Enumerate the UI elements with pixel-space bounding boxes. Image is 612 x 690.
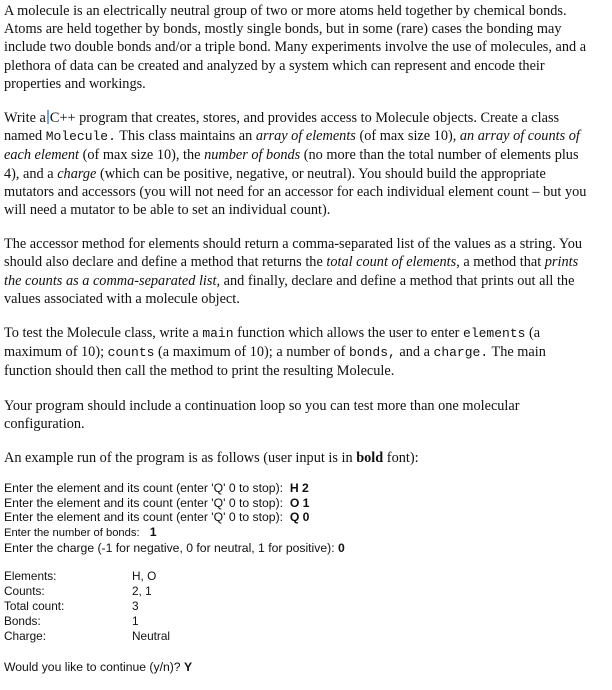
prompt: Enter the number of bonds: [4,527,140,540]
text-cursor [47,110,49,124]
code-counts: counts [107,345,155,361]
user-input: O 1 [289,495,310,510]
output-label: Total count: [4,599,65,614]
user-input: 1 [149,525,157,540]
output-label: Charge: [4,628,46,643]
text: The accessor method for elements should return a comma-separated list of the values as a string. You should also declare and define a method that returns the [4,236,583,271]
output-row [4,599,170,614]
emphasis: total count of elements [326,254,457,271]
output-label: Bonds: [4,613,41,628]
text: and a [395,344,434,361]
text: , a method that [456,254,545,271]
text: (a maximum of 10); [4,325,541,361]
text: and finally, declare and define a method that prints out all the values associated with a molecule object. [4,272,575,307]
text: Write a [4,110,46,127]
emphasis: array of elements [255,128,356,145]
paragraph-accessor [4,235,589,308]
code-charge: charge. [433,345,489,361]
emphasis: number of bonds [204,147,301,164]
output-row [4,629,170,644]
user-input: 0 [337,540,345,555]
paragraph-intro: A molecule is an electrically neutral group of two or more atoms held together by chemical bonds. Atoms are held together by bonds, mostly single bonds, but in some (rare) cases the bonding may include two double bonds and/or a triple bond. Many experiments involve the use of molecules, and a plethora of data can be created and analyzed by a system which can represent and encode their properties and workings. [4,3,587,92]
output-row [4,584,170,599]
output-row [4,614,170,629]
output-row [4,569,170,584]
bold-word: bold [356,450,384,467]
prompt: Enter the element and its count (enter 'Q' 0 to stop): [4,510,284,525]
text: font): [383,450,419,467]
continue-line [4,660,589,675]
output-label: Counts: [4,584,45,599]
text: (which can be positive, negative, or neutral). You should build the appropriate mutators and accessors (you will not need for an accessor for each individual element count – but you will need a mutator to be able to set an individual count). [4,165,587,219]
output-table [4,569,170,644]
text: (of max size 10), the [79,147,205,164]
run-line [4,481,589,496]
text: function which allows the user to enter [233,325,464,342]
text: An example run of the program is as follows (user input is in [4,450,357,467]
run-line [4,541,589,556]
text: (no more than the total number of elements plus 4), and a [4,147,579,182]
code-bonds: bonds, [349,345,396,361]
run-line [4,496,589,511]
output-value: 3 [132,599,139,614]
example-run [4,481,589,555]
output-value: H, O [132,569,157,584]
paragraph-example-intro [4,449,589,467]
prompt: Enter the element and its count (enter 'Q' 0 to stop): [4,481,284,496]
text: (a maximum of 10); a number of [154,344,349,361]
prompt: Would you like to continue (y/n)? [4,659,181,674]
run-line [4,525,589,541]
document-body [4,2,589,674]
output-value: Neutral [132,628,171,643]
user-input: Q 0 [289,510,310,525]
paragraph-task [4,109,589,219]
code-class-name: Molecule. [45,129,116,145]
text: To test the Molecule class, write a [4,325,203,342]
code-main: main [202,326,234,342]
paragraph-loop: Your program should include a continuation loop so you can test more than one molecular configuration. [4,397,520,432]
emphasis: prints the counts as a comma-separated list, [4,254,579,289]
user-input: H 2 [289,481,309,496]
emphasis: charge [57,165,97,182]
text: C++ program that creates, stores, and provides access to Molecule objects. Create a class named [4,110,560,145]
emphasis: an array of counts of each element [4,128,580,164]
code-elements: elements [463,326,526,342]
text: This class maintains an [115,128,256,145]
output-value: 1 [132,613,139,628]
user-input: Y [183,659,193,674]
prompt: Enter the charge (-1 for negative, 0 for neutral, 1 for positive): [4,540,335,555]
output-value: 2, 1 [132,584,152,599]
paragraph-testing [4,324,589,381]
prompt: Enter the element and its count (enter 'Q' 0 to stop): [4,495,284,510]
text: The main function should then call the method to print the resulting Molecule. [4,344,546,380]
output-label: Elements: [4,569,57,584]
text: (of max size 10), [355,128,460,145]
run-line [4,510,589,525]
